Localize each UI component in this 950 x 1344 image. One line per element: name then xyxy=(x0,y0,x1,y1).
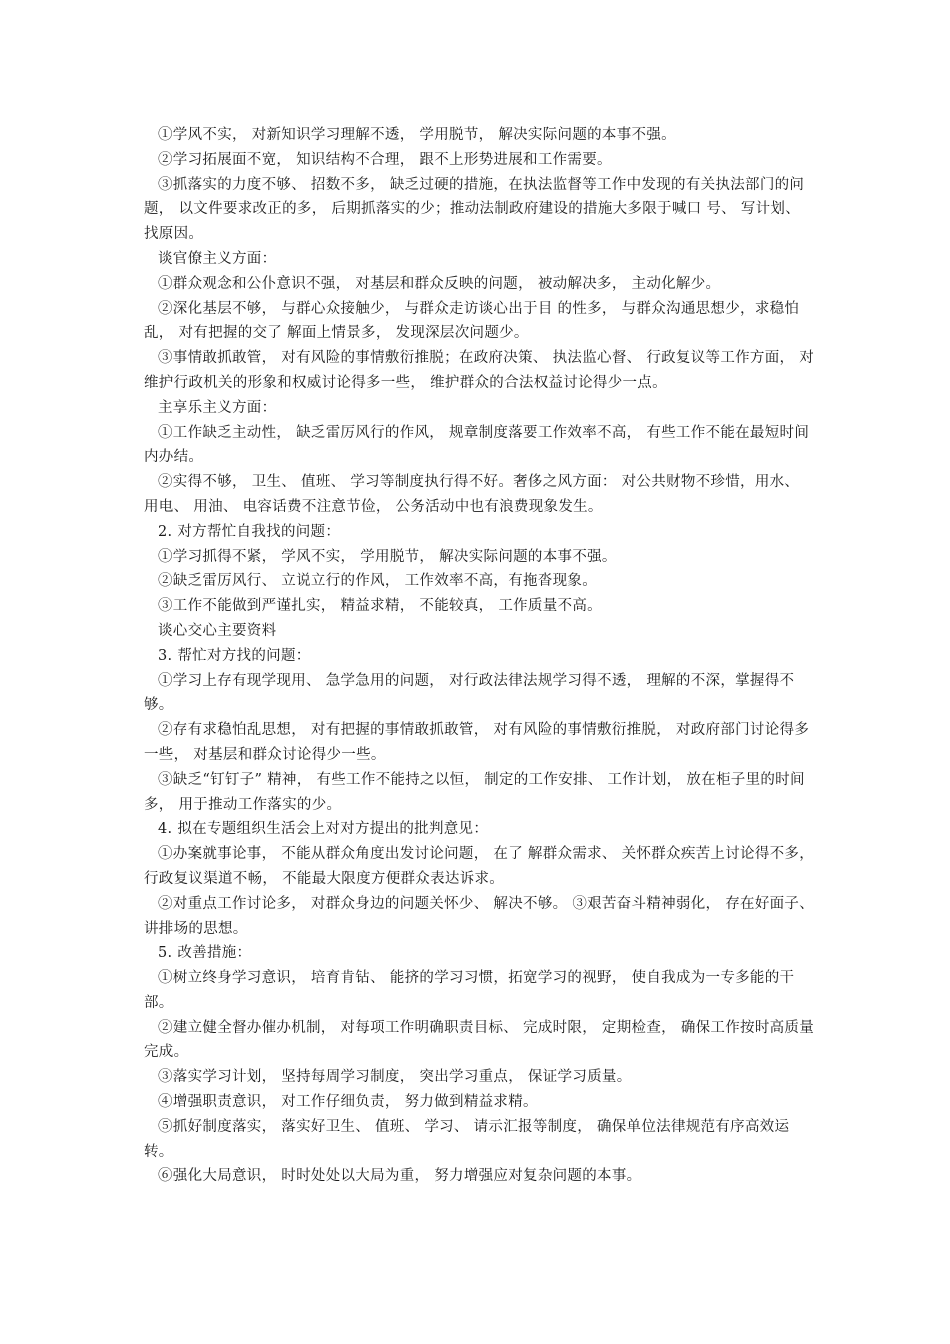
paragraph: ③抓落实的力度不够、 招数不多， 缺乏过硬的措施，在执法监督等工作中发现的有关执法部门的问题， 以文件要求改正的多， 后期抓落实的少；推动法制政府建设的措施大多限于喊口 号、 写计划、 找原因。 xyxy=(144,176,805,243)
paragraph: ④增强职责意识， 对工作仔细负责， 努力做到精益求精。 xyxy=(158,1094,538,1111)
paragraph: ①工作缺乏主动性， 缺乏雷厉风行的作风， 规章制度落要工作效率不高， 有些工作不能在最短时间内办结。 xyxy=(144,424,810,466)
paragraph: ②学习拓展面不宽， 知识结构不合理， 跟不上形势进展和工作需要。 xyxy=(158,151,612,168)
paragraph: ②建立健全督办催办机制， 对每项工作明确职责目标、 完成时限， 定期检查， 确保工作按时高质量完成。 xyxy=(144,1019,815,1061)
paragraph: ②对重点工作讨论多， 对群众身边的问题关怀少、 解决不够。 ③艰苦奋斗精神弱化， 存在好面子、 讲排场的思想。 xyxy=(144,895,815,937)
paragraph: ①树立终身学习意识， 培育肯钻、 能挤的学习习惯，拓宽学习的视野， 使自我成为一专多能的干部。 xyxy=(144,970,795,1011)
paragraph: ②深化基层不够， 与群心众接触少， 与群众走访谈心出于目 的性多， 与群众沟通思想少，求稳怕乱， 对有把握的交了 解面上情景多， 发现深层次问题少。 xyxy=(144,300,800,342)
paragraph: ②实得不够， 卫生、 值班、 学习等制度执行得不好。奢侈之风方面： 对公共财物不珍惜，用水、 用电、 用油、 电容话费不注意节俭， 公务活动中也有浪费现象发生。 xyxy=(144,474,800,515)
section-heading: 3. 帮忙对方找的问题： xyxy=(158,647,311,664)
paragraph: ②缺乏雷厉风行、 立说立行的作风， 工作效率不高，有拖沓现象。 xyxy=(158,573,598,590)
section-heading: 5. 改善措施： xyxy=(158,945,252,962)
paragraph: ②存有求稳怕乱思想， 对有把握的事情敢抓敢管， 对有风险的事情敷衍推脱， 对政府部门讨论得多一些， 对基层和群众讨论得少一些。 xyxy=(144,722,810,763)
paragraph: ③落实学习计划， 坚持每周学习制度， 突出学习重点， 保证学习质量。 xyxy=(158,1069,632,1086)
paragraph: ①学习上存有现学现用、 急学急用的问题， 对行政法律法规学习得不透， 理解的不深，掌握得不够。 xyxy=(144,672,795,714)
paragraph: ③工作不能做到严谨扎实， 精益求精， 不能较真， 工作质量不高。 xyxy=(158,598,602,615)
section-heading: 谈官僚主义方面： xyxy=(158,250,277,267)
paragraph: ①学风不实， 对新知识学习理解不透， 学用脱节， 解决实际问题的本事不强。 xyxy=(158,127,676,143)
document-body xyxy=(144,123,816,1189)
section-heading: 谈心交心主要资料 xyxy=(158,622,277,639)
section-heading: 2. 对方帮忙自我找的问题： xyxy=(158,523,341,540)
section-heading: 4. 拟在专题组织生活会上对对方提出的批判意见： xyxy=(158,821,489,838)
paragraph: ⑤抓好制度落实， 落实好卫生、 值班、 学习、 请示汇报等制度， 确保单位法律规范有序高效运转。 xyxy=(144,1118,790,1160)
paragraph: ⑥强化大局意识， 时时处处以大局为重， 努力增强应对复杂问题的本事。 xyxy=(158,1168,642,1185)
paragraph: ③缺乏“钉钉子” 精神， 有些工作不能持之以恒， 制定的工作安排、 工作计划， 放在柜子里的时间多， 用于推动工作落实的少。 xyxy=(144,771,805,813)
paragraph: ③事情敢抓敢管， 对有风险的事情敷衍推脱；在政府决策、 执法监心督、 行政复议等工作方面， 对维护行政机关的形象和权威讨论得多一些， 维护群众的合法权益讨论得少一点。 xyxy=(144,350,815,391)
paragraph: ①学习抓得不紧， 学风不实， 学用脱节， 解决实际问题的本事不强。 xyxy=(158,548,617,565)
paragraph: ①办案就事论事， 不能从群众角度出发讨论问题， 在了 解群众需求、 关怀群众疾苦上讨论得不多， 行政复议渠道不畅， 不能最大限度方便群众表达诉求。 xyxy=(144,846,815,887)
paragraph: ①群众观念和公仆意识不强， 对基层和群众反映的问题， 被动解决多， 主动化解少。 xyxy=(158,275,721,292)
section-heading: 主享乐主义方面： xyxy=(158,399,277,416)
